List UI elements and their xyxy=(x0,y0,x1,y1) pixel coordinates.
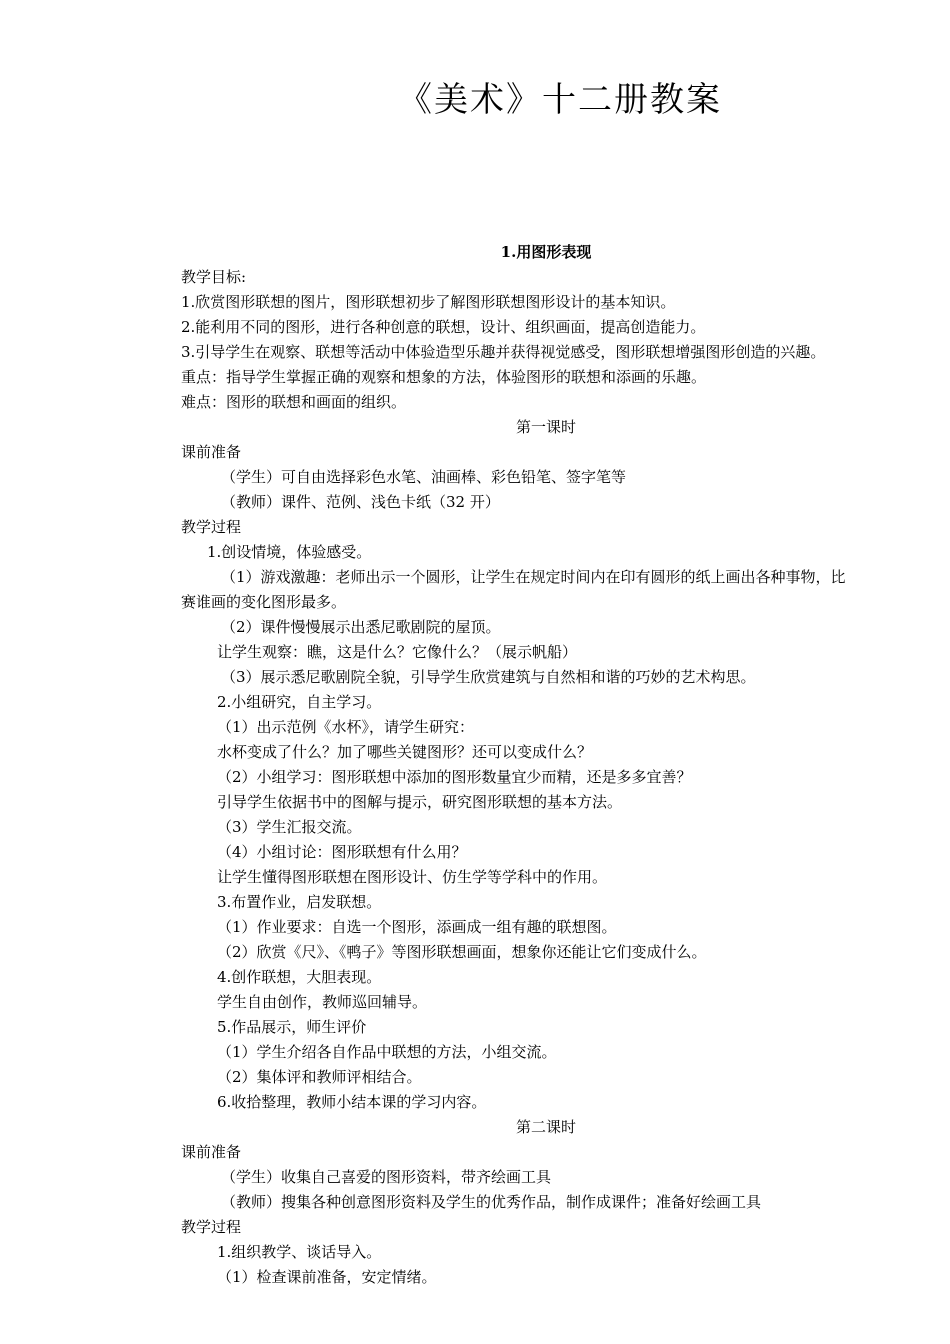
period2-heading: 第二课时 xyxy=(515,1118,576,1136)
prep-heading: 课前准备 xyxy=(181,1143,242,1161)
prep-teacher: （教师）课件、范例、浅色卡纸（32 开） xyxy=(221,493,500,511)
process-line: 1.创设情境，体验感受。 xyxy=(207,543,372,561)
process-line: （1）学生介绍各自作品中联想的方法，小组交流。 xyxy=(217,1043,557,1061)
document-body xyxy=(181,240,911,1290)
process-line: 水杯变成了什么？加了哪些关键图形？还可以变成什么？ xyxy=(217,743,593,761)
document-title: 《美术》十二册教案 xyxy=(398,80,722,120)
process-line: 让学生观察：瞧，这是什么？它像什么？（展示帆船） xyxy=(217,643,578,661)
process-line: （1）游戏激趣：老师出示一个圆形，让学生在规定时间内在印有圆形的纸上画出各种事物，比 xyxy=(221,568,846,586)
goal-item: 3.引导学生在观察、联想等活动中体验造型乐趣并获得视觉感受，图形联想增强图形创造的兴趣。 xyxy=(181,343,826,361)
process-line: 2.小组研究，自主学习。 xyxy=(217,693,382,711)
goal-item: 2.能利用不同的图形，进行各种创意的联想，设计、组织画面，提高创造能力。 xyxy=(181,318,706,336)
process-line: （1）出示范例《水杯》，请学生研究： xyxy=(217,718,475,736)
process-heading: 教学过程 xyxy=(181,1218,242,1236)
process-line: 让学生懂得图形联想在图形设计、仿生学等学科中的作用。 xyxy=(217,868,608,886)
prep-student: （学生）收集自己喜爱的图形资料，带齐绘画工具 xyxy=(221,1168,552,1186)
process-line: 6.收拾整理，教师小结本课的学习内容。 xyxy=(217,1093,487,1111)
process-line: （3）学生汇报交流。 xyxy=(217,818,362,836)
process-line: 3.布置作业，启发联想。 xyxy=(217,893,382,911)
period1-heading: 第一课时 xyxy=(515,418,576,436)
key-point: 重点：指导学生掌握正确的观察和想象的方法，体验图形的联想和添画的乐趣。 xyxy=(181,368,707,386)
process-line: 4.创作联想，大胆表现。 xyxy=(217,968,382,986)
process-line: 引导学生依据书中的图解与提示，研究图形联想的基本方法。 xyxy=(217,793,623,811)
process-line: （2）课件慢慢展示出悉尼歌剧院的屋顶。 xyxy=(221,618,501,636)
goal-item: 1.欣赏图形联想的图片，图形联想初步了解图形联想图形设计的基本知识。 xyxy=(181,293,676,311)
process-line: 学生自由创作，教师巡回辅导。 xyxy=(217,993,428,1011)
prep-student: （学生）可自由选择彩色水笔、油画棒、彩色铅笔、签字笔等 xyxy=(221,468,627,486)
goals-heading: 教学目标: xyxy=(181,268,247,286)
process-line: （1）作业要求：自选一个图形，添画成一组有趣的联想图。 xyxy=(217,918,617,936)
prep-teacher: （教师）搜集各种创意图形资料及学生的优秀作品，制作成课件；准备好绘画工具 xyxy=(221,1193,762,1211)
process-line: （1）检查课前准备，安定情绪。 xyxy=(217,1268,437,1286)
lesson-title: 1.用图形表现 xyxy=(500,243,592,261)
process-line: （2）小组学习：图形联想中添加的图形数量宜少而精，还是多多宜善？ xyxy=(217,768,692,786)
difficulty: 难点：图形的联想和画面的组织。 xyxy=(181,393,407,411)
process-line: 赛谁画的变化图形最多。 xyxy=(181,593,347,611)
process-heading: 教学过程 xyxy=(181,518,242,536)
process-line: 1.组织教学、谈话导入。 xyxy=(217,1243,382,1261)
process-line: （2）集体评和教师评相结合。 xyxy=(217,1068,422,1086)
prep-heading: 课前准备 xyxy=(181,443,242,461)
process-line: （4）小组讨论：图形联想有什么用？ xyxy=(217,843,467,861)
process-line: （2）欣赏《尺》、《鸭子》等图形联想画面，想象你还能让它们变成什么。 xyxy=(217,943,707,961)
process-line: （3）展示悉尼歌剧院全貌，引导学生欣赏建筑与自然相和谐的巧妙的艺术构思。 xyxy=(221,668,756,686)
process-line: 5.作品展示，师生评价 xyxy=(217,1018,367,1036)
